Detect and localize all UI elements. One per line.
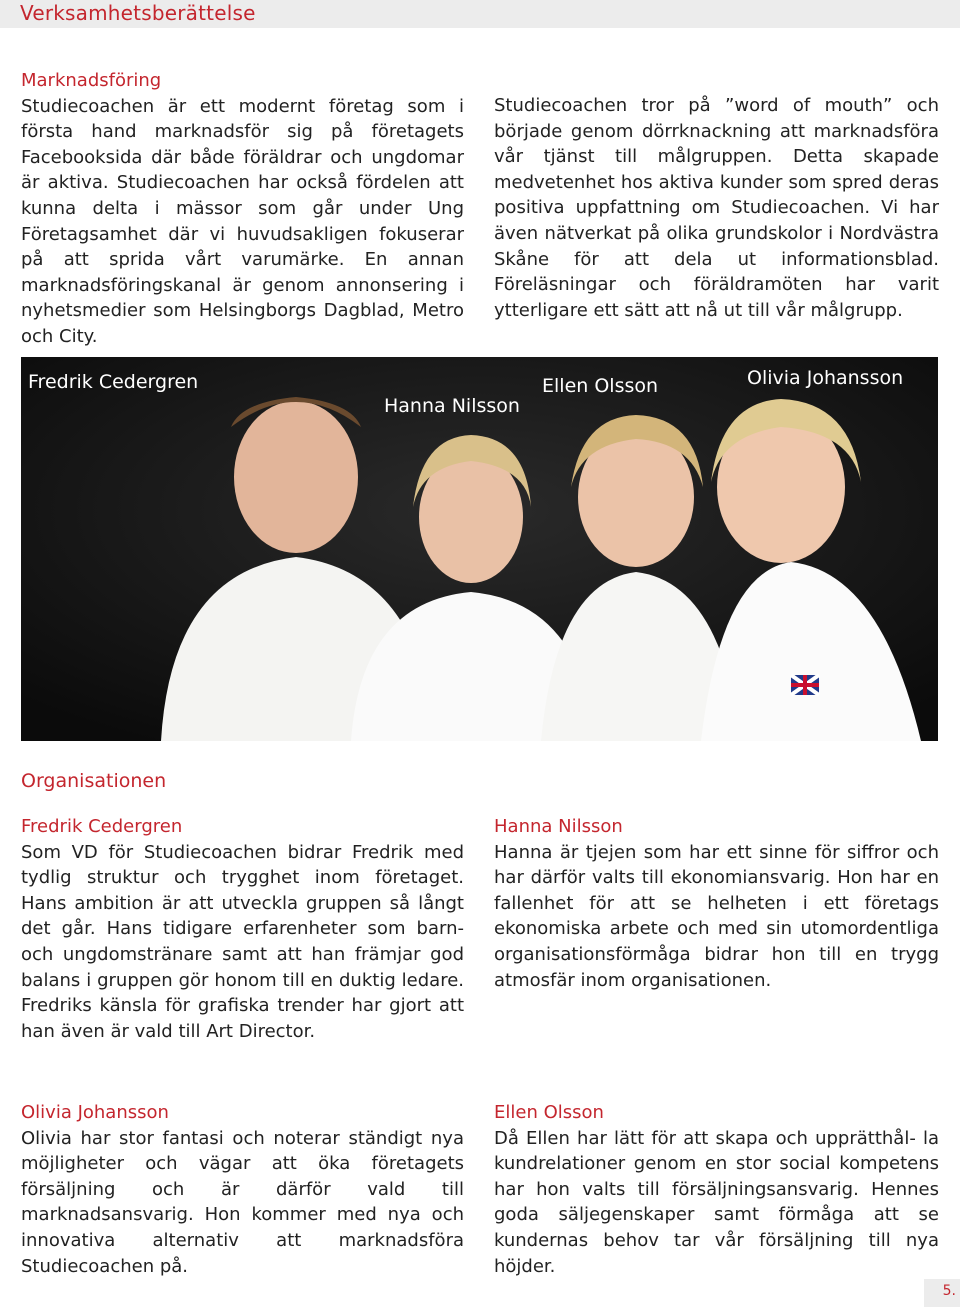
member-text: Som VD för Studiecoachen bidrar Fredrik med tydlig struktur och trygghet inom företaget. Hans ambition är att utveckla gruppen så långt det går. Hans tidigare erfarenheter som barn- och ungdomstränare samt att han främjar god balans i gruppen gör honom till en duktig ledare. Fredriks känsla för grafiska trender har gjort att han även är vald till Art Director. bbox=[21, 841, 464, 1042]
member-text: Olivia har stor fantasi och noterar ständigt nya möjligheter och vägar att öka företagets försäljning och är därför vald till marknadsansvarig. Hon kommer med nya och innovativa alternativ att marknadsföra Studiecoachen på. bbox=[21, 1127, 464, 1277]
page-number-box bbox=[924, 1279, 960, 1307]
organisation-heading: Organisationen bbox=[21, 770, 167, 792]
member-card-fredrik bbox=[21, 814, 464, 1044]
document-title: Verksamhetsberättelse bbox=[20, 1, 256, 25]
page-number: 5. bbox=[942, 1283, 956, 1299]
member-name: Olivia Johansson bbox=[21, 1102, 169, 1123]
member-card-hanna bbox=[494, 814, 939, 993]
marketing-right-column bbox=[494, 93, 939, 323]
marketing-left-column bbox=[21, 68, 464, 350]
member-name: Hanna Nilsson bbox=[494, 816, 623, 837]
marketing-heading: Marknadsföring bbox=[21, 70, 162, 91]
team-photo bbox=[21, 357, 938, 741]
marketing-left-text: Studiecoachen är ett modernt företag som i första hand marknadsför sig på företagets Facebooksida där både föräldrar och ungdomar är aktiva. Studiecoachen har också fördelen att kunna delta i mässor som går under Ung Företagsamhet där vi huvudsakligen fokuserar på att sprida vårt varumärke. En annan marknadsföringskanal är genom annonsering i nyhetsmedier som Helsingborgs Dagblad, Metro och City. bbox=[21, 95, 464, 347]
member-name: Ellen Olsson bbox=[494, 1102, 604, 1123]
member-text: Hanna är tjejen som har ett sinne för siffror och har därför valts till ekonomiansvarig. Hon har en fallenhet för att se helheten i ett företags ekonomiska arbete och med sin utomordentliga organisationsförmåga bidrar hon till en trygg atmosfär inom organisationen. bbox=[494, 841, 939, 991]
member-text: Då Ellen har lätt för att skapa och upprätthål- la kundrelationer genom en stor social kompetens har hon valts till försäljningsansvarig. Hennes goda säljegenskaper samt förmåga att se kundernas behov tar vår försäljning till nya höjder. bbox=[494, 1127, 939, 1277]
photo-label-fredrik: Fredrik Cedergren bbox=[28, 371, 199, 393]
photo-label-ellen: Ellen Olsson bbox=[542, 375, 659, 397]
photo-label-olivia: Olivia Johansson bbox=[747, 367, 904, 389]
member-card-olivia bbox=[21, 1100, 464, 1279]
marketing-right-text: Studiecoachen tror på ”word of mouth” och började genom dörrknackning att marknadsföra vår tjänst till målgruppen. Detta skapade medvetenhet hos aktiva kunder som spred deras positiva uppfattning om Studiecoachen. Vi har även nätverkat på olika grundskolor i Nordvästra Skåne för att dela ut informationsblad. Föreläsningar och föräldramöten har varit ytterligare ett sätt att nå ut till vår målgrupp. bbox=[494, 95, 939, 321]
member-name: Fredrik Cedergren bbox=[21, 816, 183, 837]
photo-label-hanna: Hanna Nilsson bbox=[384, 395, 520, 417]
header-bar bbox=[0, 0, 960, 28]
member-card-ellen bbox=[494, 1100, 939, 1279]
